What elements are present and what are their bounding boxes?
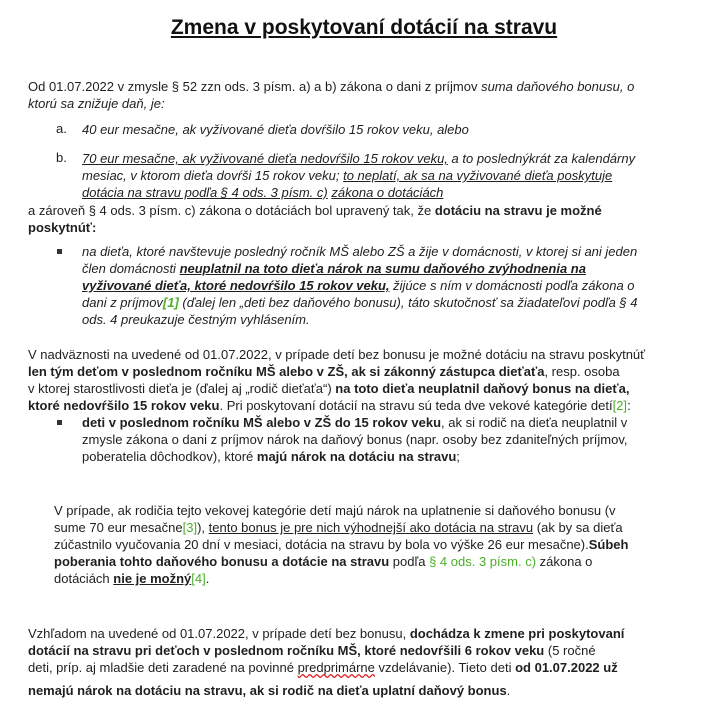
p4-text-4: zúčastnilo vyučovania 20 dní v mesiaci, dotácia na stravu by bola vo výške 26 eur mesačne). [54,537,589,552]
bullet-icon [57,249,62,254]
footnote-link-2[interactable]: [2] [612,398,628,413]
p3-text-3: . Pri poskytovaní dotácií na stravu sú teda dve vekové kategórie detí [219,398,613,413]
p4-line-3 [54,536,628,553]
p5-line-1 [28,625,624,642]
p4-line-2 [54,519,623,536]
p3-line-2 [28,363,620,380]
p5-text-3: deti, príp. aj mladšie deti zaradené na povinné [28,660,298,675]
list-b-underlined: 70 eur mesačne, ak vyživované dieťa nedovŕšilo 15 rokov veku, [82,151,448,166]
intro-text: Od 01.07.2022 v zmysle § 52 zzn ods. 3 písm. a) a b) zákona o dani z príjmov [28,79,482,94]
p2-text: a zároveň § 4 ods. 3 písm. c) zákona o dotáciách bol upravený tak, že [28,203,435,218]
list-item-a: 40 eur mesačne, ak vyživované dieťa dovŕšilo 15 rokov veku, alebo [82,122,469,137]
bullet2-bold: deti v poslednom ročníku MŠ alebo v ZŠ do 15 rokov veku [82,415,442,430]
bullet2-text: , ak si rodič na dieťa neuplatnil v [441,415,628,430]
p5-period: . [506,683,511,698]
list-item-b-line-1 [82,150,635,167]
p3-line-1: V nadväznosti na uvedené od 01.07.2022, v prípade detí bez bonusu je možné dotáciu na stravu poskytnúť [28,347,646,362]
bullet1-bold-2: vyživované dieťa, ktoré nedovŕšilo 15 rokov veku, [82,278,390,293]
p5-bold-4: nemajú nárok na dotáciu na stravu, ak si rodič na dieťa uplatní daňový bonus [28,683,507,698]
p5-bold-2: dotácií na stravu pri deťoch v poslednom ročníku MŠ, ktoré nedovŕšili 6 rokov veku [28,643,545,658]
p4-line-5 [54,570,209,587]
footnote-link-3[interactable]: [3] [182,520,198,535]
p5-text-4: vzdelávanie). Tieto deti [374,660,516,675]
bullet2-line-3 [82,448,460,465]
list-b-text-2: mesiac, v ktorom dieťa dovŕši 15 rokov veku; [82,168,344,183]
bullet1-text: člen domácnosti [82,261,180,276]
bullet1-line-5: ods. 4 preukazuje čestným vyhlásením. [82,312,310,327]
p3-bold-3: ktoré nedovŕšilo 15 rokov veku [28,398,220,413]
p4-underlined: tento bonus je pre nich výhodnejší ako dotácia na stravu [208,520,534,535]
list-marker-a: a. [56,121,67,136]
p4-text-6: zákona o [536,554,593,569]
intro-emphasis: suma daňového bonusu, o [481,79,635,94]
p2-line-2: poskytnúť: [28,220,97,235]
list-marker-b: b. [56,150,67,165]
bullet1-text-2: žijúce s ním v domácnosti podľa zákona o [389,278,635,293]
p5-text-2: (5 ročné [544,643,596,658]
p4-text-7: dotáciách [54,571,114,586]
p3-line-3 [28,380,629,397]
bullet1-line-2 [82,260,586,277]
p4-bold-2: poberania tohto daňového bonusu a dotácie na stravu [54,554,390,569]
p5-line-4 [28,682,510,699]
p2-line-1 [28,202,602,219]
p5-text: Vzhľadom na uvedené od 01.07.2022, v prípade detí bez bonusu, [28,626,410,641]
p3-text: , resp. osoba [544,364,620,379]
bullet1-line-1: na dieťa, ktoré navštevuje posledný ročník MŠ alebo ZŠ a žije v domácnosti, v ktorej si ani jeden [82,244,638,259]
p3-line-4 [28,397,631,414]
p4-period: . [205,571,210,586]
p3-text-2: v ktorej starostlivosti dieťa je (ďalej aj „rodič dieťaťa“) [28,381,336,396]
intro-line-2: ktorú sa znižuje daň, je: [28,96,165,111]
p5-spellcheck-word: predprimárne [297,660,375,675]
bullet2-line-1 [82,414,627,431]
bullet2-text-2: poberatelia dôchodkov), ktoré [82,449,257,464]
p4-text-5: podľa [389,554,430,569]
bullet1-line-3 [82,277,635,294]
p4-text-2: ), [197,520,209,535]
p4-text-3: (ak by sa dieťa [533,520,623,535]
bullet-icon [57,420,62,425]
bullet1-text-3: dani z príjmov [82,295,163,310]
p3-colon: : [627,398,631,413]
intro-line-1 [28,78,634,95]
law-link[interactable]: zákona o dotáciách [331,185,444,200]
law-reference-link[interactable]: § 4 ods. 3 písm. c) [429,554,537,569]
p3-bold-2: na toto dieťa neuplatnil daňový bonus na dieťa, [335,381,630,396]
list-item-b-line-3 [82,184,443,201]
bullet1-text-4: (ďalej len „deti bez daňového bonusu), táto skutočnosť sa žiadateľovi podľa § 4 [178,295,638,310]
p4-bold-3: nie je možný [113,571,192,586]
bullet2-bold-2: majú nárok na dotáciu na stravu [256,449,457,464]
p4-line-4 [54,553,592,570]
p4-text: sume 70 eur mesačne [54,520,183,535]
p5-line-3 [28,659,618,676]
p3-bold: len tým deťom v poslednom ročníku MŠ alebo v ZŠ, ak si zákonný zástupca dieťaťa [28,364,545,379]
p4-line-1: V prípade, ak rodičia tejto vekovej kategórie detí majú nárok na uplatnenie si daňového bonusu (v [54,503,616,518]
page-title: Zmena v poskytovaní dotácií na stravu [170,16,558,39]
bullet1-bold: neuplatnil na toto dieťa nárok na sumu daňového zvýhodnenia na [179,261,586,276]
p5-bold: dochádza k zmene pri poskytovaní [409,626,625,641]
footnote-link-4[interactable]: [4] [191,571,206,586]
p2-bold: dotáciu na stravu je možné [434,203,602,218]
list-b-text: a to poslednýkrát za kalendárny [447,151,636,166]
footnote-link-1[interactable]: [1] [162,295,179,310]
p5-line-2 [28,642,596,659]
bullet2-semicolon: ; [456,449,460,464]
list-b-underlined-3: dotácia na stravu podľa § 4 ods. 3 písm. c) [82,185,328,200]
bullet1-line-4 [82,294,638,311]
p4-bold: Súbeh [588,537,629,552]
bullet2-line-2: zmysle zákona o dani z príjmov nárok na daňový bonus (napr. osoby bez zdaniteľných príjmov, [82,432,628,447]
list-b-underlined-2: to neplatí, ak sa na vyživované dieťa poskytuje [343,168,613,183]
p5-bold-3: od 01.07.2022 už [515,660,618,675]
list-item-b-line-2 [82,167,612,184]
